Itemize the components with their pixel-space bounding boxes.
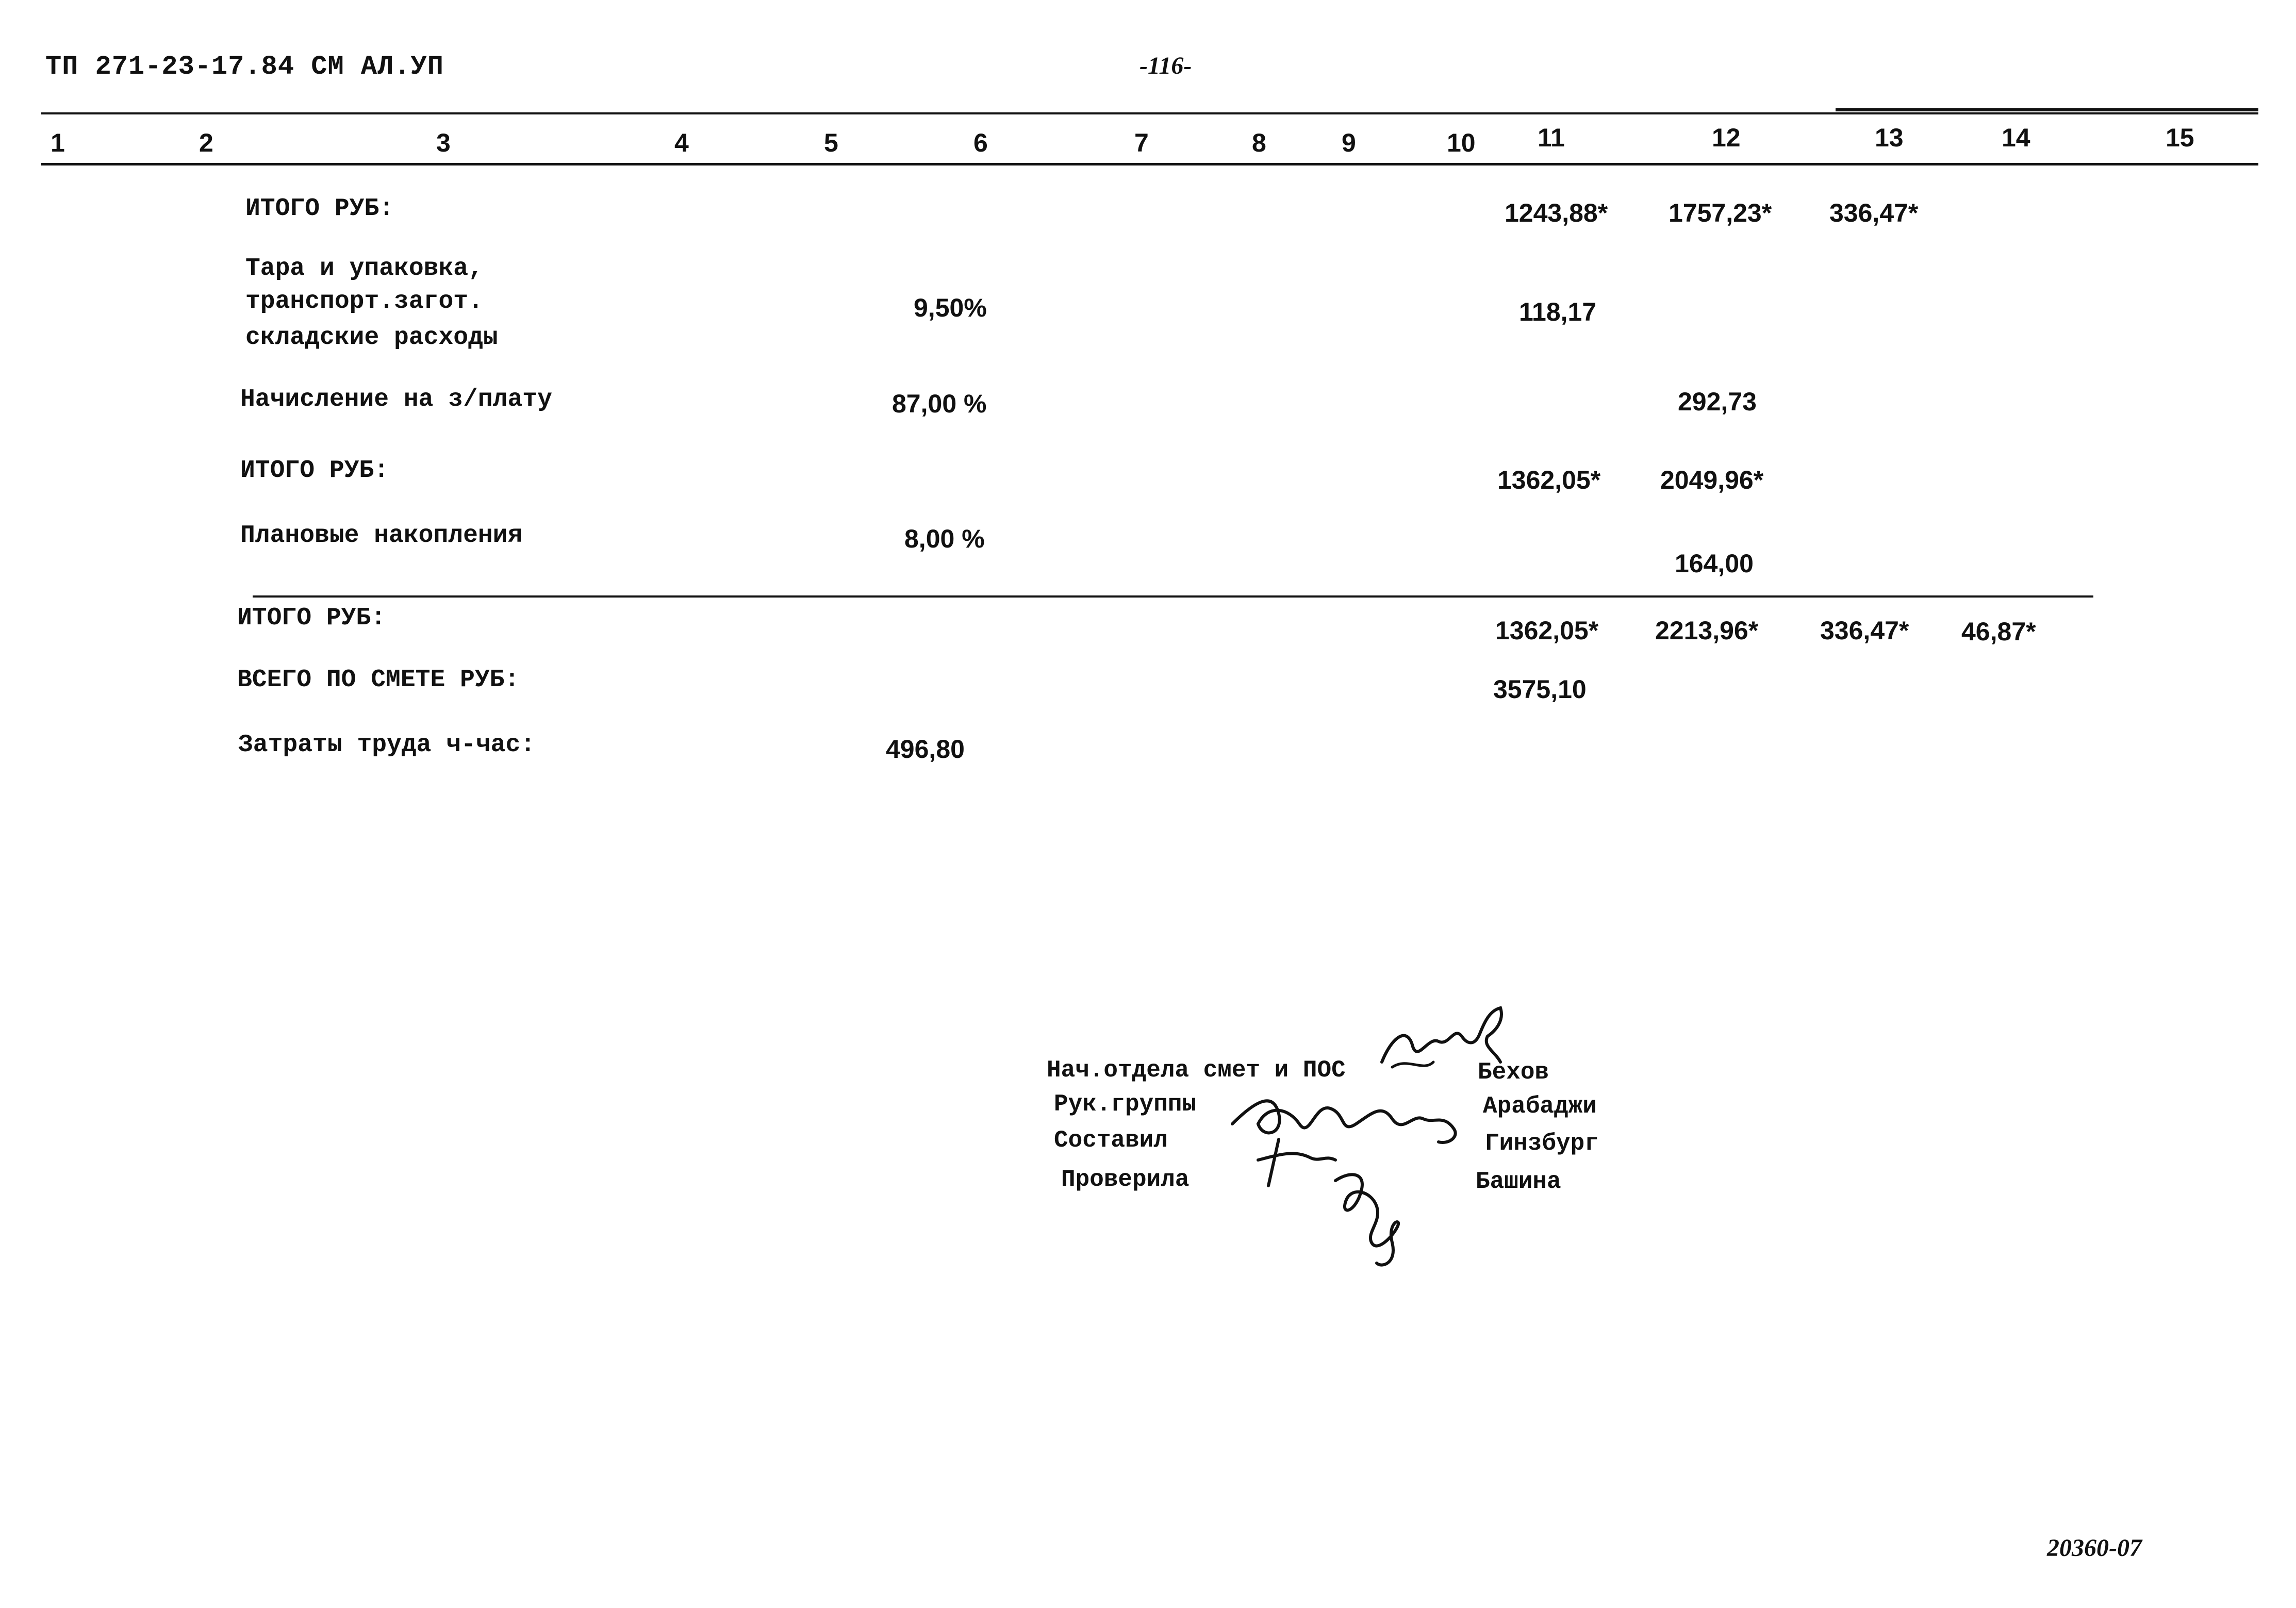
total-col12: 2049,96* <box>1660 466 1764 494</box>
total-label: ИТОГО РУБ: <box>240 457 389 485</box>
total-col13: 336,47* <box>1820 616 1909 645</box>
signature-role-checked: Проверила <box>1061 1166 1190 1193</box>
column-number-14: 14 <box>2002 123 2030 152</box>
column-number-4: 4 <box>674 128 689 157</box>
total-col13: 336,47* <box>1829 198 1919 227</box>
column-number-7: 7 <box>1134 128 1149 157</box>
packaging-label-line3: складские расходы <box>245 324 498 352</box>
total-col11: 1362,05* <box>1495 616 1599 645</box>
total-label: ИТОГО РУБ: <box>245 195 394 223</box>
column-number-11: 11 <box>1538 123 1565 152</box>
total-col14: 46,87* <box>1961 617 2036 646</box>
handwritten-signature-checked <box>1320 1160 1423 1268</box>
column-number-2: 2 <box>199 128 213 157</box>
grand-total-label: ВСЕГО ПО СМЕТЕ РУБ: <box>237 666 520 694</box>
packaging-label-line1: Тара и упаковка, <box>245 255 483 283</box>
payroll-charge-col12: 292,73 <box>1678 387 1757 416</box>
signature-role-compiled: Составил <box>1054 1127 1168 1154</box>
signature-name-head: Бехов <box>1478 1059 1549 1086</box>
column-number-9: 9 <box>1342 128 1356 157</box>
archive-stamp-number: 20360-07 <box>2047 1534 2142 1562</box>
total-label: ИТОГО РУБ: <box>237 604 386 632</box>
packaging-label-line2: транспорт.загот. <box>245 288 483 316</box>
planned-savings-label: Плановые накопления <box>240 522 523 550</box>
column-number-10: 10 <box>1447 128 1476 157</box>
total-col12: 1757,23* <box>1669 198 1772 227</box>
column-number-12: 12 <box>1712 123 1741 152</box>
column-number-6: 6 <box>973 128 988 157</box>
total-col11: 1362,05* <box>1497 466 1601 494</box>
grand-total-col11: 3575,10 <box>1493 675 1587 704</box>
payroll-charge-label: Начисление на з/плату <box>240 386 552 413</box>
total-col12: 2213,96* <box>1655 616 1759 645</box>
signature-role-group-lead: Рук.группы <box>1054 1091 1197 1118</box>
labor-hours-label: Затраты труда ч-час: <box>238 731 536 759</box>
column-number-3: 3 <box>436 128 451 157</box>
column-number-13: 13 <box>1875 123 1904 152</box>
column-number-8: 8 <box>1252 128 1266 157</box>
payroll-charge-rate: 87,00 % <box>892 389 987 418</box>
total-col11: 1243,88* <box>1505 198 1608 227</box>
signature-role-head: Нач.отдела смет и ПОС <box>1047 1057 1346 1084</box>
subtotal-rule <box>253 595 2093 598</box>
labor-hours-value: 496,80 <box>886 735 965 764</box>
signature-name-checked: Башина <box>1476 1168 1561 1195</box>
column-number-15: 15 <box>2166 123 2194 152</box>
document-code: ТП 271-23-17.84 СМ АЛ.УП <box>45 52 444 82</box>
signature-name-compiled: Гинзбург <box>1485 1130 1599 1157</box>
packaging-rate: 9,50% <box>914 293 987 322</box>
column-number-1: 1 <box>51 128 65 157</box>
page-number: -116- <box>1139 52 1192 79</box>
planned-savings-col12: 164,00 <box>1675 549 1754 578</box>
column-number-5: 5 <box>824 128 838 157</box>
table-header-bottom-rule <box>41 163 2258 165</box>
packaging-col11: 118,17 <box>1519 297 1597 326</box>
planned-savings-rate: 8,00 % <box>904 524 985 553</box>
handwritten-signature-head <box>1372 1005 1506 1093</box>
signature-name-group-lead: Арабаджи <box>1483 1093 1597 1120</box>
table-top-rule-thick <box>1836 108 2258 111</box>
table-top-rule <box>41 112 2258 114</box>
